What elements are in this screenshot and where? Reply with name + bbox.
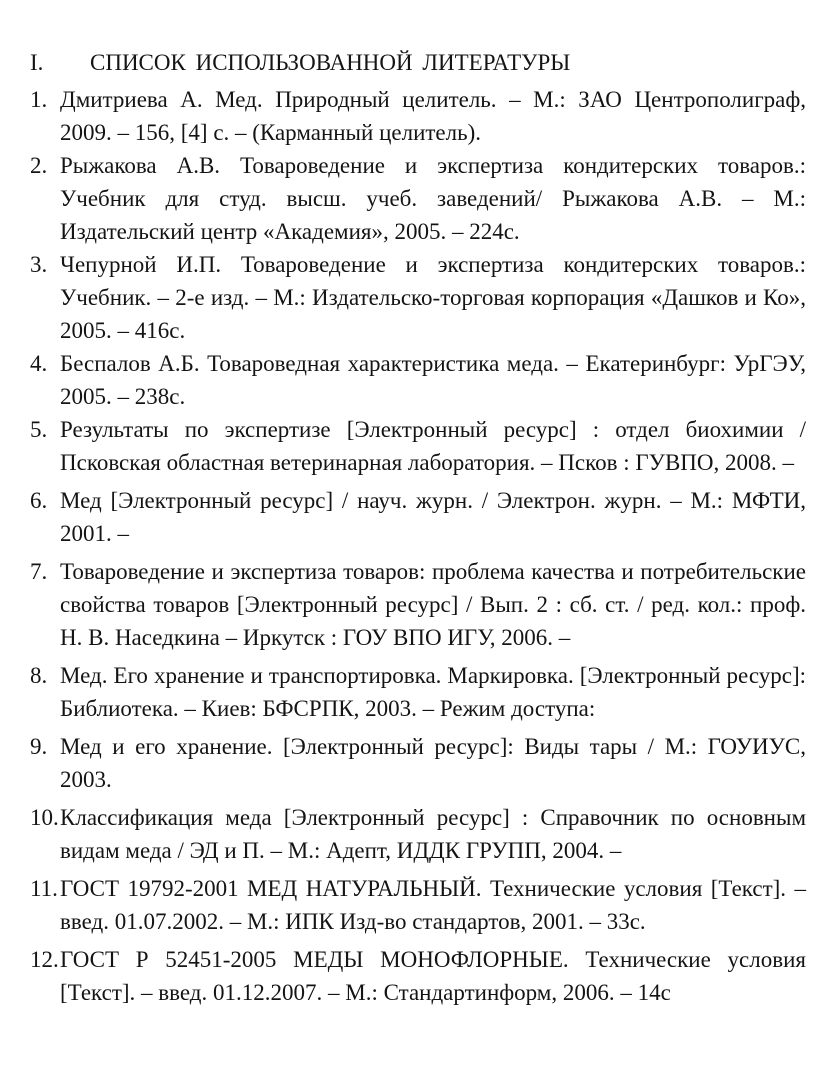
page-title <box>30 46 806 79</box>
bibliography-list <box>30 83 806 1009</box>
list-item-text: Классификация меда [Электронный ресурс] : Справочник по основным видам меда / ЭД и П. – М.: Адепт, ИДДК ГРУПП, 2004. – <box>60 805 806 863</box>
list-item-text: Беспалов А.Б. Товароведная характеристика меда. – Екатеринбург: УрГЭУ, 2005. – 238с. <box>60 351 806 409</box>
list-item <box>30 83 806 149</box>
list-item-text: Чепурной И.П. Товароведение и экспертиза кондитерских товаров.: Учебник. – 2-е изд. – М.: Издательско-торговая корпорация «Дашков и Ко», 2005. – 416с. <box>60 252 806 343</box>
list-item-number: 8. <box>30 663 48 688</box>
page-title-text: СПИСОК ИСПОЛЬЗОВАННОЙ ЛИТЕРАТУРЫ <box>90 50 571 75</box>
list-item-number: 7. <box>30 559 48 584</box>
list-item <box>30 413 806 479</box>
list-item <box>30 801 806 867</box>
list-item-text: ГОСТ 19792-2001 МЕД НАТУРАЛЬНЫЙ. Технические условия [Текст]. – введ. 01.07.2002. – М.: ИПК Изд-во стандартов, 2001. – 33с. <box>60 876 806 934</box>
list-item-number: 12. <box>30 947 59 972</box>
list-item-number: 1. <box>30 87 48 112</box>
list-item-text: Дмитриева А. Мед. Природный целитель. – М.: ЗАО Центрополиграф, 2009. – 156, [4] с. – (Карманный целитель). <box>60 87 806 145</box>
list-item-number: 11. <box>30 876 58 901</box>
list-item-text: Результаты по экспертизе [Электронный ресурс] : отдел биохимии / Псковская областная ветеринарная лаборатория. – Псков : ГУВПО, 2008. – <box>60 417 806 475</box>
list-item <box>30 484 806 550</box>
list-item-text: ГОСТ Р 52451-2005 МЕДЫ МОНОФЛОРНЫЕ. Технические условия [Текст]. – введ. 01.12.2007. – М.: Стандартинформ, 2006. – 14с <box>60 947 806 1005</box>
list-item <box>30 943 806 1009</box>
list-item-number: 4. <box>30 351 48 376</box>
list-item-number: 2. <box>30 153 48 178</box>
list-item-text: Мед и его хранение. [Электронный ресурс]: Виды тары / М.: ГОУИУС, 2003. <box>60 734 806 792</box>
list-item-number: 3. <box>30 252 48 277</box>
list-item-text: Товароведение и экспертиза товаров: проблема качества и потребительские свойства товаров [Электронный ресурс] / Вып. 2 : сб. ст. / ред. кол.: проф. Н. В. Наседкина – Иркутск : ГОУ ВПО ИГУ, 2006. – <box>60 559 806 650</box>
list-item-number: 9. <box>30 734 48 759</box>
page-title-numeral: I. <box>30 50 44 75</box>
list-item-text: Мед [Электронный ресурс] / науч. журн. / Электрон. журн. – М.: МФТИ, 2001. – <box>60 488 806 546</box>
list-item <box>30 248 806 347</box>
list-item-number: 10. <box>30 805 59 830</box>
list-item <box>30 730 806 796</box>
list-item <box>30 555 806 654</box>
list-item <box>30 347 806 413</box>
list-item <box>30 149 806 248</box>
list-item <box>30 872 806 938</box>
list-item-text: Мед. Его хранение и транспортировка. Маркировка. [Электронный ресурс]: Библиотека. – Киев: БФСРПК, 2003. – Режим доступа: <box>60 663 806 721</box>
list-item-text: Рыжакова А.В. Товароведение и экспертиза кондитерских товаров.: Учебник для студ. высш. учеб. заведений/ Рыжакова А.В. – М.: Издательский центр «Академия», 2005. – 224с. <box>60 153 806 244</box>
list-item <box>30 659 806 725</box>
list-item-number: 5. <box>30 417 48 442</box>
list-item-number: 6. <box>30 488 48 513</box>
